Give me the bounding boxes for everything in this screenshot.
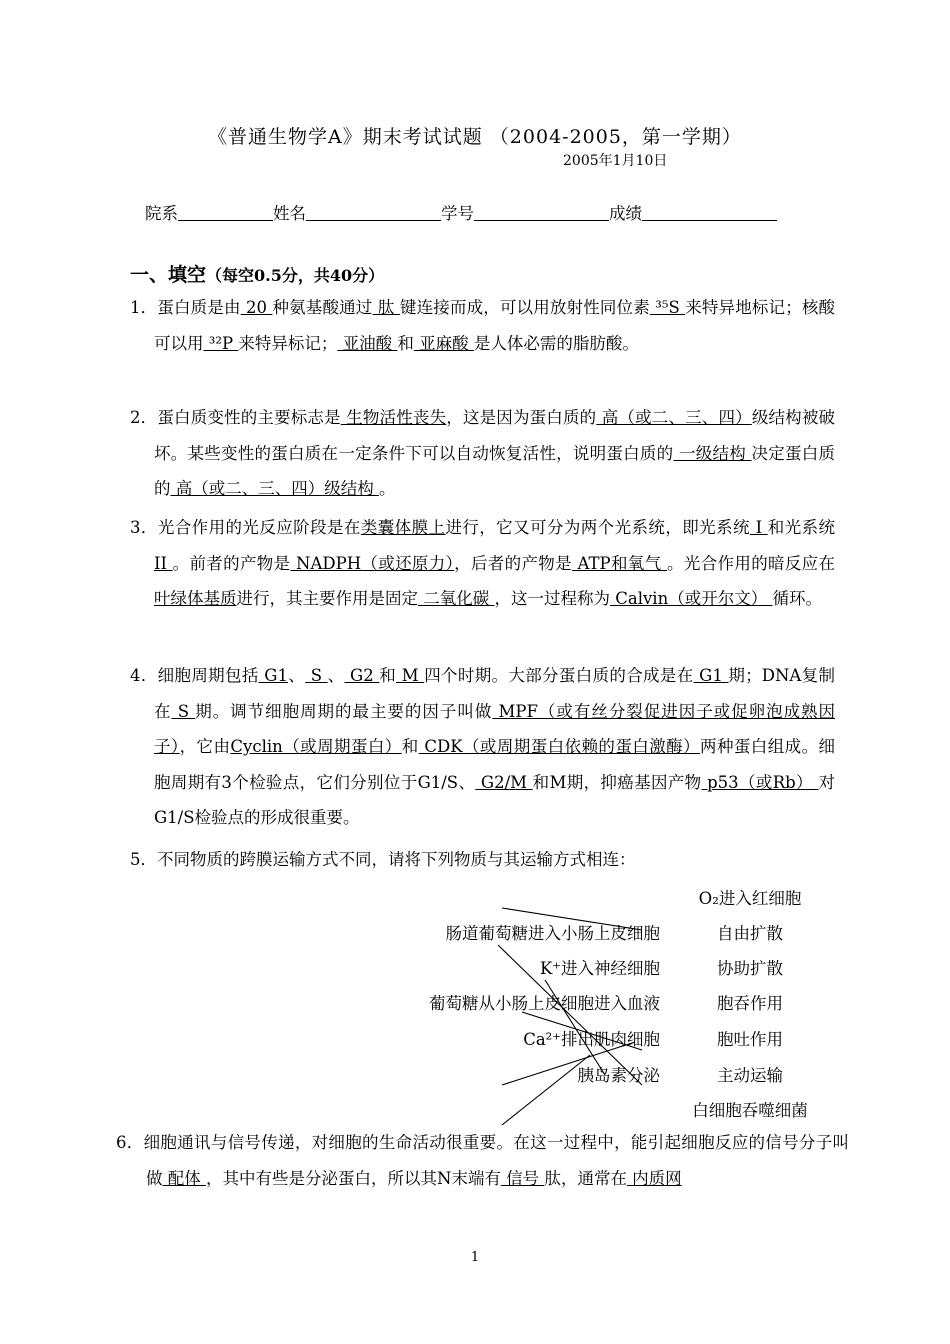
q4-text: 期；DNA复制在 [154,666,835,721]
q4-text: 和M期，抑癌基因产物 [532,772,702,792]
q2-number: 2． [130,408,158,427]
q3-text: 和光系统 [767,518,836,537]
q4-text: 、 [327,666,345,685]
q4-answer: MPF（或有丝分裂促进因子或促卵泡成熟因子） [154,701,836,756]
q1-number: 1． [130,298,158,317]
q1-answer: ³²P [203,333,239,353]
q4-text: ，它由 [179,737,231,756]
match-left-item: Ca²⁺排出肌肉细胞 [523,1030,660,1049]
q3-number: 3． [130,518,158,537]
match-right-item: O₂进入红细胞 [698,889,802,908]
q4-answer: G2/M [475,772,533,792]
q1-text: 蛋白质是由 [157,298,241,317]
q3-answer: Calvin（或开尔文） [610,589,773,608]
q4-text: 对G1/S检验点的形成很重要。 [154,772,835,827]
section-title: 一、填空 [130,264,207,286]
q4-answer: M [396,666,425,685]
q3-text: 光合作用的光反应阶段是在 [157,518,361,537]
q4-answer: Cyclin（或周期蛋白） [230,737,402,756]
matching-diagram [380,880,820,1125]
q2-answer: 高（或二、三、四） [596,408,752,427]
q6-text: 细胞通讯与信号传递，对细胞的生命活动很重要。在这一过程中，能引起细胞反应的信号分子叫做 [143,1133,850,1188]
q3-text: ，后者的产物是 [454,553,572,573]
question-4 [130,658,835,836]
score-blank[interactable] [642,204,777,221]
q2-text: 级结构被破坏。某些变性的蛋白质在一定条件下可以自动恢复活性，说明蛋白质的 [154,408,836,463]
q2-answer: 高（或二、三、四）级结构 [170,479,379,498]
match-left-item: 胰岛素分泌 [577,1066,660,1085]
q3-answer: NADPH（或还原力） [290,553,455,573]
name-label: 姓名 [273,204,306,223]
q3-answer: 叶绿体基质 [154,589,237,608]
q4-answer: G2 [344,666,380,685]
q1-text: 来特异标记； [238,333,338,353]
q3-answer: 二氧化碳 [418,589,495,608]
q4-text: 细胞周期包括 [157,666,259,685]
q6-answer: 配体 [162,1168,206,1188]
q4-text: 期。调节细胞周期的最主要的因子叫做 [195,701,493,721]
match-right-item: 协助扩散 [717,959,783,978]
match-right-item: 白细胞吞噬细菌 [692,1101,808,1120]
q1-text: 键连接而成，可以用放射性同位素 [399,298,650,317]
match-right-item: 胞吐作用 [717,1030,783,1049]
q4-text: 四个时期。大部分蛋白质的合成是在 [424,666,694,685]
match-left-item: 葡萄糖从小肠上皮细胞进入血液 [429,994,660,1013]
exam-date: 2005年1月10日 [563,153,668,169]
q2-text: ，这是因为蛋白质的 [446,408,597,427]
sid-blank[interactable] [474,204,609,221]
q3-text: ，这一过程称为 [494,589,610,608]
section-note: （每空0.5分，共40分） [206,266,385,285]
q3-answer: II [154,553,173,573]
q5-number: 5． [130,850,157,869]
q1-answer: 20 [240,298,273,317]
sid-label: 学号 [441,204,474,223]
q4-answer: G1 [258,666,288,685]
question-2 [130,400,835,507]
q1-text: 来特异地标记；核酸可以用 [154,298,836,353]
section-heading [130,260,384,287]
q1-answer: 亚油酸 [337,333,398,353]
q2-text: 蛋白质变性的主要标志是 [157,408,341,427]
name-blank[interactable] [306,204,441,221]
q4-text: 、 [287,666,306,685]
q3-text: 。光合作用的暗反应在 [667,553,836,573]
q2-answer: 一级结构 [673,443,752,463]
q6-answer: 信号 [500,1168,545,1188]
dept-blank[interactable] [178,204,273,221]
page-title: 《普通生物学A》期末考试试题 （2004-2005，第一学期） [208,126,742,148]
q4-answer: G1 [693,666,729,685]
q4-answer: CDK（或周期蛋白依赖的蛋白激酶） [418,737,701,756]
q1-text: 是人体必需的脂肪酸。 [473,333,639,353]
q3-answer: I [749,518,768,537]
q4-answer: p53（或Rb） [701,772,819,792]
match-left-item: K⁺进入神经细胞 [539,959,660,978]
q1-text: 和 [397,333,414,353]
question-5 [130,842,835,878]
q6-text: ，其中有些是分泌蛋白，所以其N末端有 [206,1168,501,1188]
q4-text: 和 [401,737,419,756]
q6-text: 肽，通常在 [544,1168,627,1188]
q4-number: 4． [130,666,158,685]
q6-number: 6． [116,1133,144,1152]
match-right-item: 主动运输 [717,1066,783,1085]
q3-text: 进行，它又可分为两个光系统，即光系统 [445,518,750,537]
q3-text: 循环。 [772,589,822,608]
question-1 [130,290,835,361]
q3-answer: 类囊体膜上 [360,518,446,537]
student-info-line [145,200,777,224]
q1-answer: ³⁵S [649,298,686,317]
q3-answer: ATP和氧气 [571,553,668,573]
q4-answer: S [171,701,196,721]
dept-label: 院系 [145,204,178,223]
q3-text: 进行，其主要作用是固定 [236,589,418,608]
q4-text: 和 [379,666,397,685]
match-right-item: 胞吞作用 [717,994,783,1013]
question-3 [130,510,835,617]
question-6 [116,1125,849,1196]
q6-answer: 内质网 [626,1168,682,1188]
q3-text: 。前者的产物是 [172,553,291,573]
q4-answer: S [305,666,328,685]
q2-text: 。 [379,479,396,498]
score-label: 成绩 [609,204,642,223]
q1-answer: 亚麻酸 [413,333,474,353]
q1-text: 种氨基酸通过 [272,298,373,317]
match-left-item: 肠道葡萄糖进入小肠上皮细胞 [445,924,660,943]
page-number: 1 [470,1250,480,1265]
q2-answer: 生物活性丧失 [340,408,447,427]
q1-answer: 肽 [372,298,400,317]
match-right-item: 自由扩散 [717,924,783,943]
q2-text: 决定蛋白质的 [154,443,836,498]
q5-text: 不同物质的跨膜运输方式不同，请将下列物质与其运输方式相连： [157,850,636,869]
q4-text: 两种蛋白组成。细胞周期有3个检验点，它们分别位于G1/S、 [154,737,836,792]
